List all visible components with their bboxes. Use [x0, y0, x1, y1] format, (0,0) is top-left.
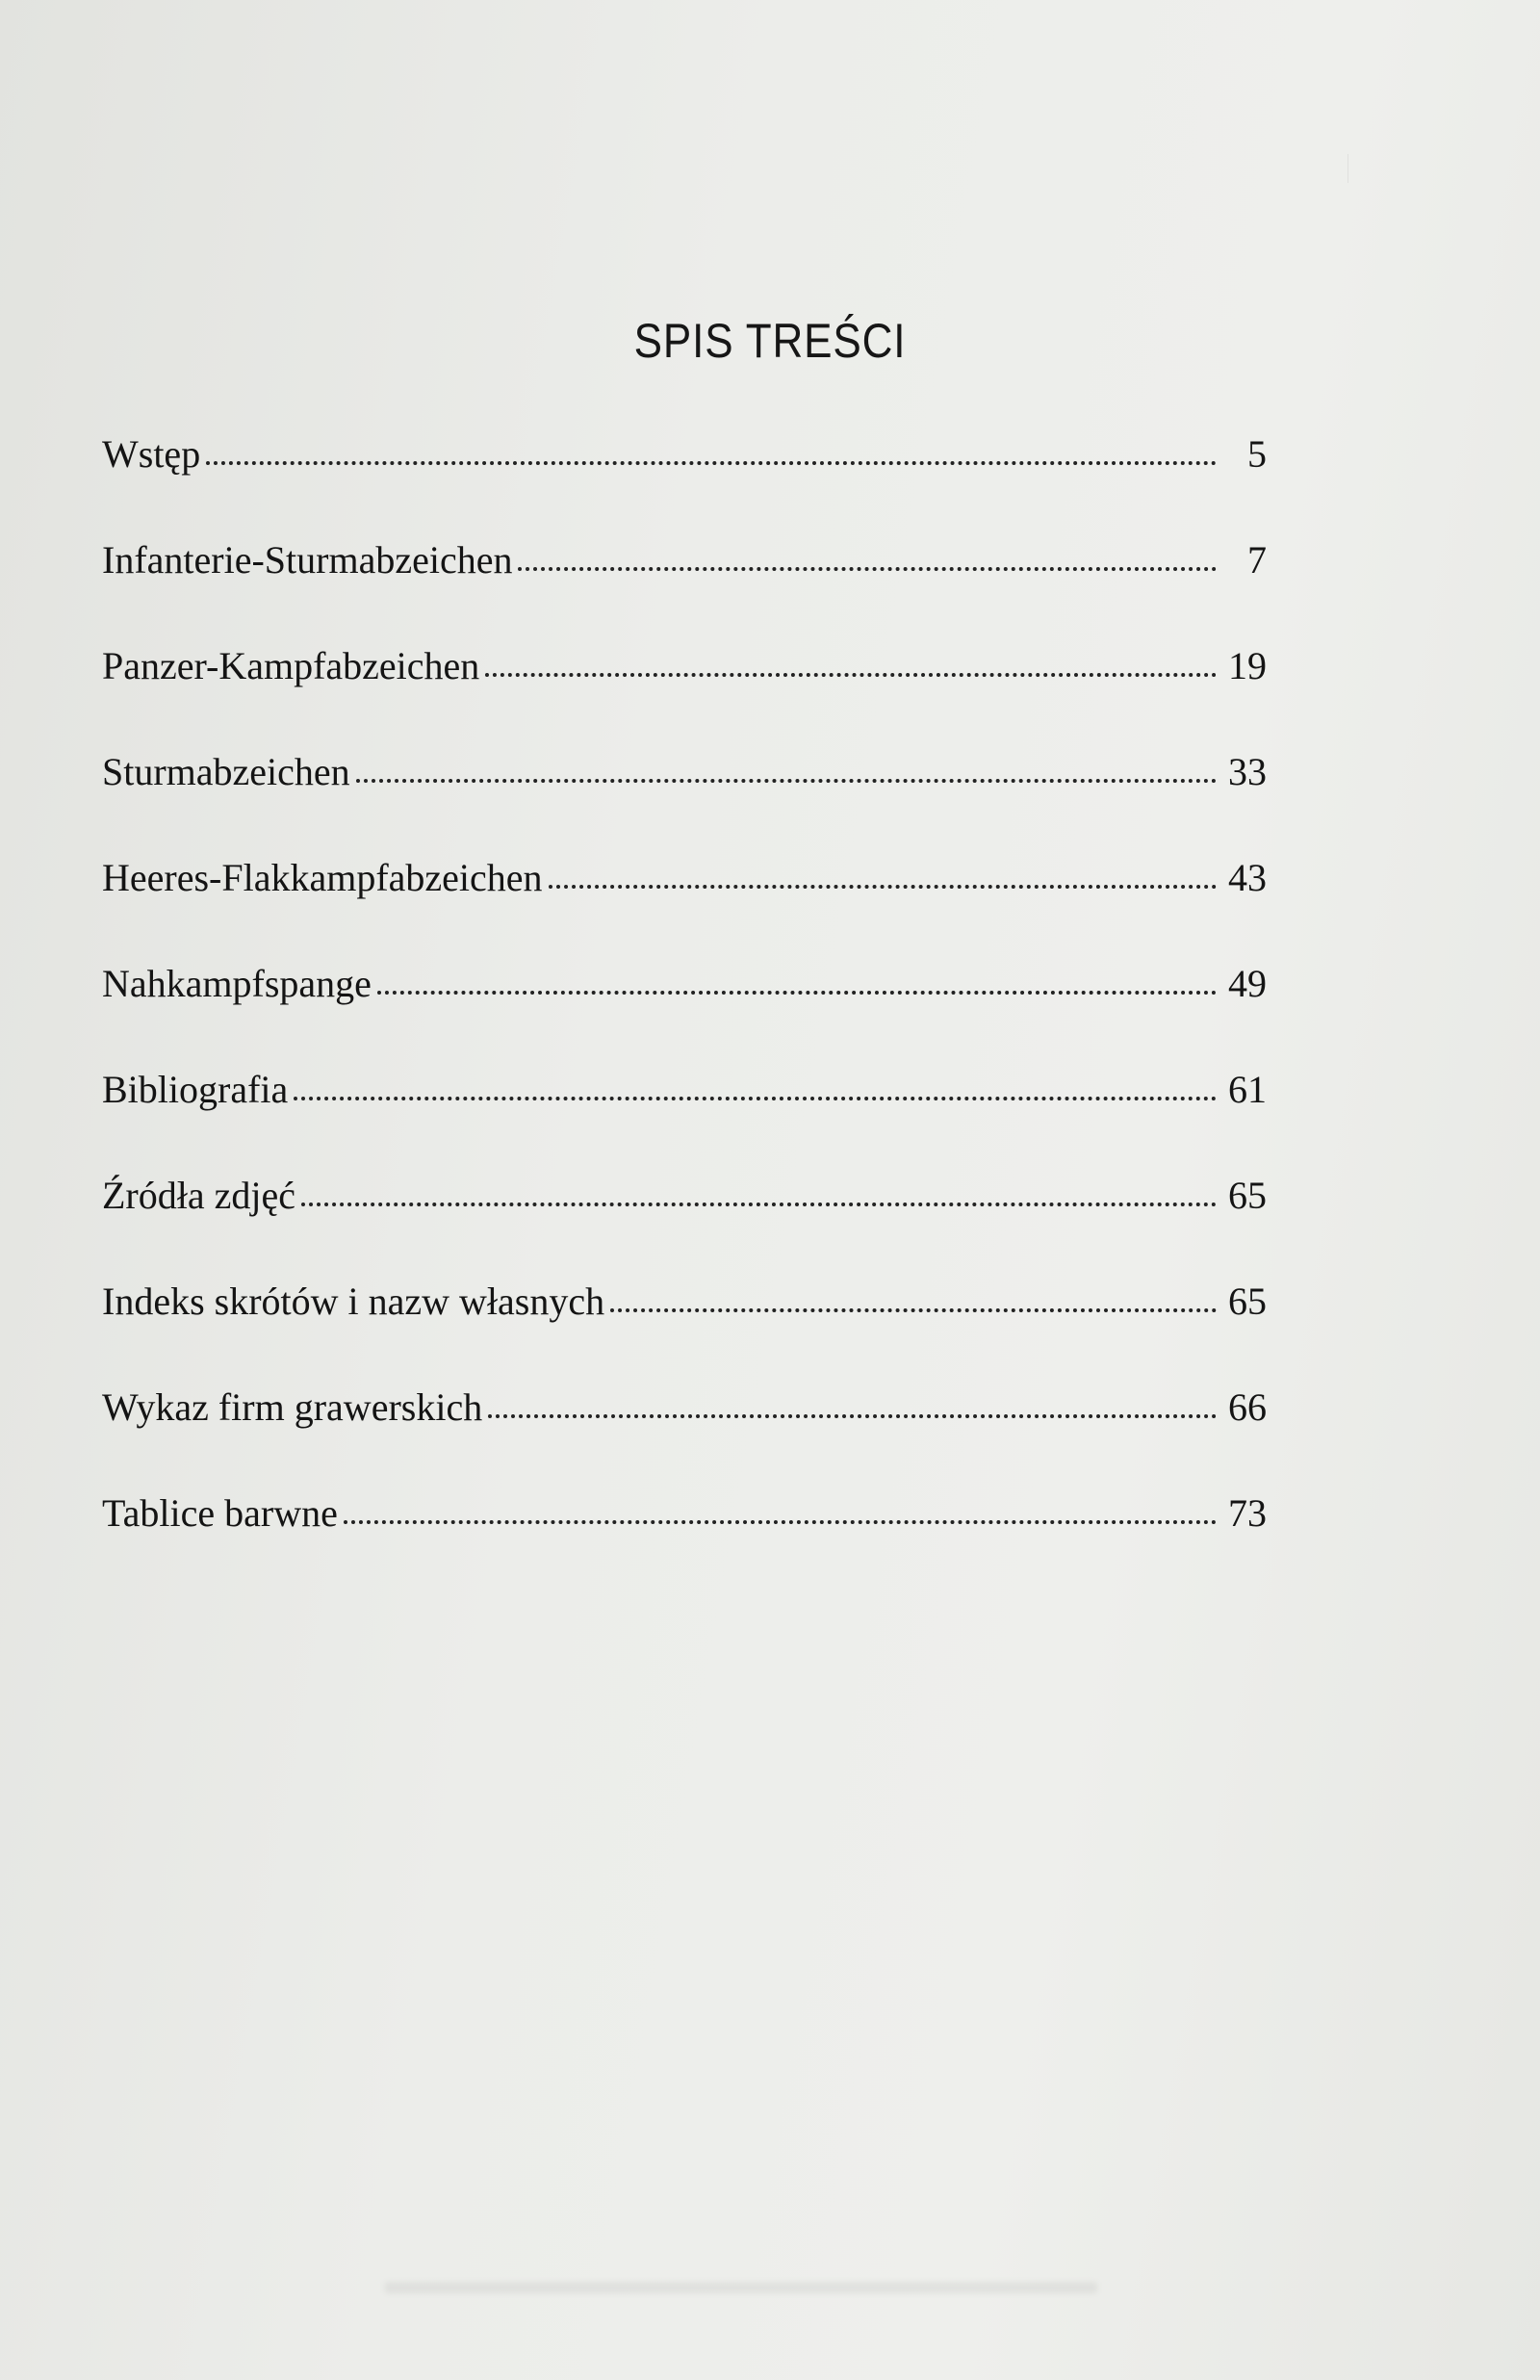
toc-entry-page: 7 — [1247, 538, 1267, 582]
toc-entry-page: 43 — [1228, 856, 1267, 899]
dot-leader — [344, 1514, 1217, 1524]
toc-entry — [102, 1490, 1267, 1548]
toc-entry-label: Nahkampfspange — [102, 962, 372, 1005]
page-shadow — [385, 2282, 1097, 2293]
toc-entry-label: Infanterie-Sturmabzeichen — [102, 538, 513, 582]
dot-leader — [518, 561, 1217, 571]
toc-entry-label: Wykaz firm grawerskich — [102, 1385, 483, 1429]
toc-entry-label: Źródła zdjęć — [102, 1174, 295, 1217]
toc-entry — [102, 537, 1267, 595]
toc-entry-page: 33 — [1228, 750, 1267, 793]
page-title: SPIS TREŚCI — [633, 314, 907, 368]
dot-leader — [488, 1409, 1217, 1418]
toc-entry — [102, 1279, 1267, 1336]
dot-leader — [485, 667, 1217, 677]
toc-entry-label: Bibliografia — [102, 1068, 289, 1111]
toc-entry-label: Sturmabzeichen — [102, 750, 350, 793]
toc-entry — [102, 1067, 1267, 1125]
dot-leader — [377, 985, 1217, 995]
toc-entry-page: 61 — [1228, 1068, 1267, 1111]
toc-entry-page: 19 — [1228, 644, 1267, 687]
toc-entry-label: Panzer-Kampfabzeichen — [102, 644, 480, 687]
toc-entry-page: 49 — [1228, 962, 1267, 1005]
dot-leader — [301, 1197, 1217, 1206]
toc-entry — [102, 855, 1267, 913]
toc-entry-label: Tablice barwne — [102, 1491, 338, 1535]
toc-entry-page: 65 — [1228, 1280, 1267, 1323]
toc-entry-label: Heeres-Flakkampfabzeichen — [102, 856, 543, 899]
toc-entry-page: 66 — [1228, 1385, 1267, 1429]
toc-entry — [102, 643, 1267, 701]
dot-leader — [549, 879, 1217, 889]
toc-entry — [102, 749, 1267, 807]
toc-entry-label: Indeks skrótów i nazw własnych — [102, 1280, 605, 1323]
toc-entry-label: Wstęp — [102, 432, 201, 476]
toc-entry-page: 65 — [1228, 1174, 1267, 1217]
toc-entry — [102, 431, 1267, 489]
dot-leader — [356, 773, 1217, 783]
toc-entry — [102, 1173, 1267, 1230]
toc-entry — [102, 1384, 1267, 1442]
toc-entry-page: 5 — [1247, 432, 1267, 476]
toc-entry — [102, 961, 1267, 1019]
dot-leader — [206, 455, 1217, 465]
dot-leader — [294, 1091, 1217, 1100]
toc-entry-page: 73 — [1228, 1491, 1267, 1535]
dot-leader — [610, 1303, 1217, 1312]
